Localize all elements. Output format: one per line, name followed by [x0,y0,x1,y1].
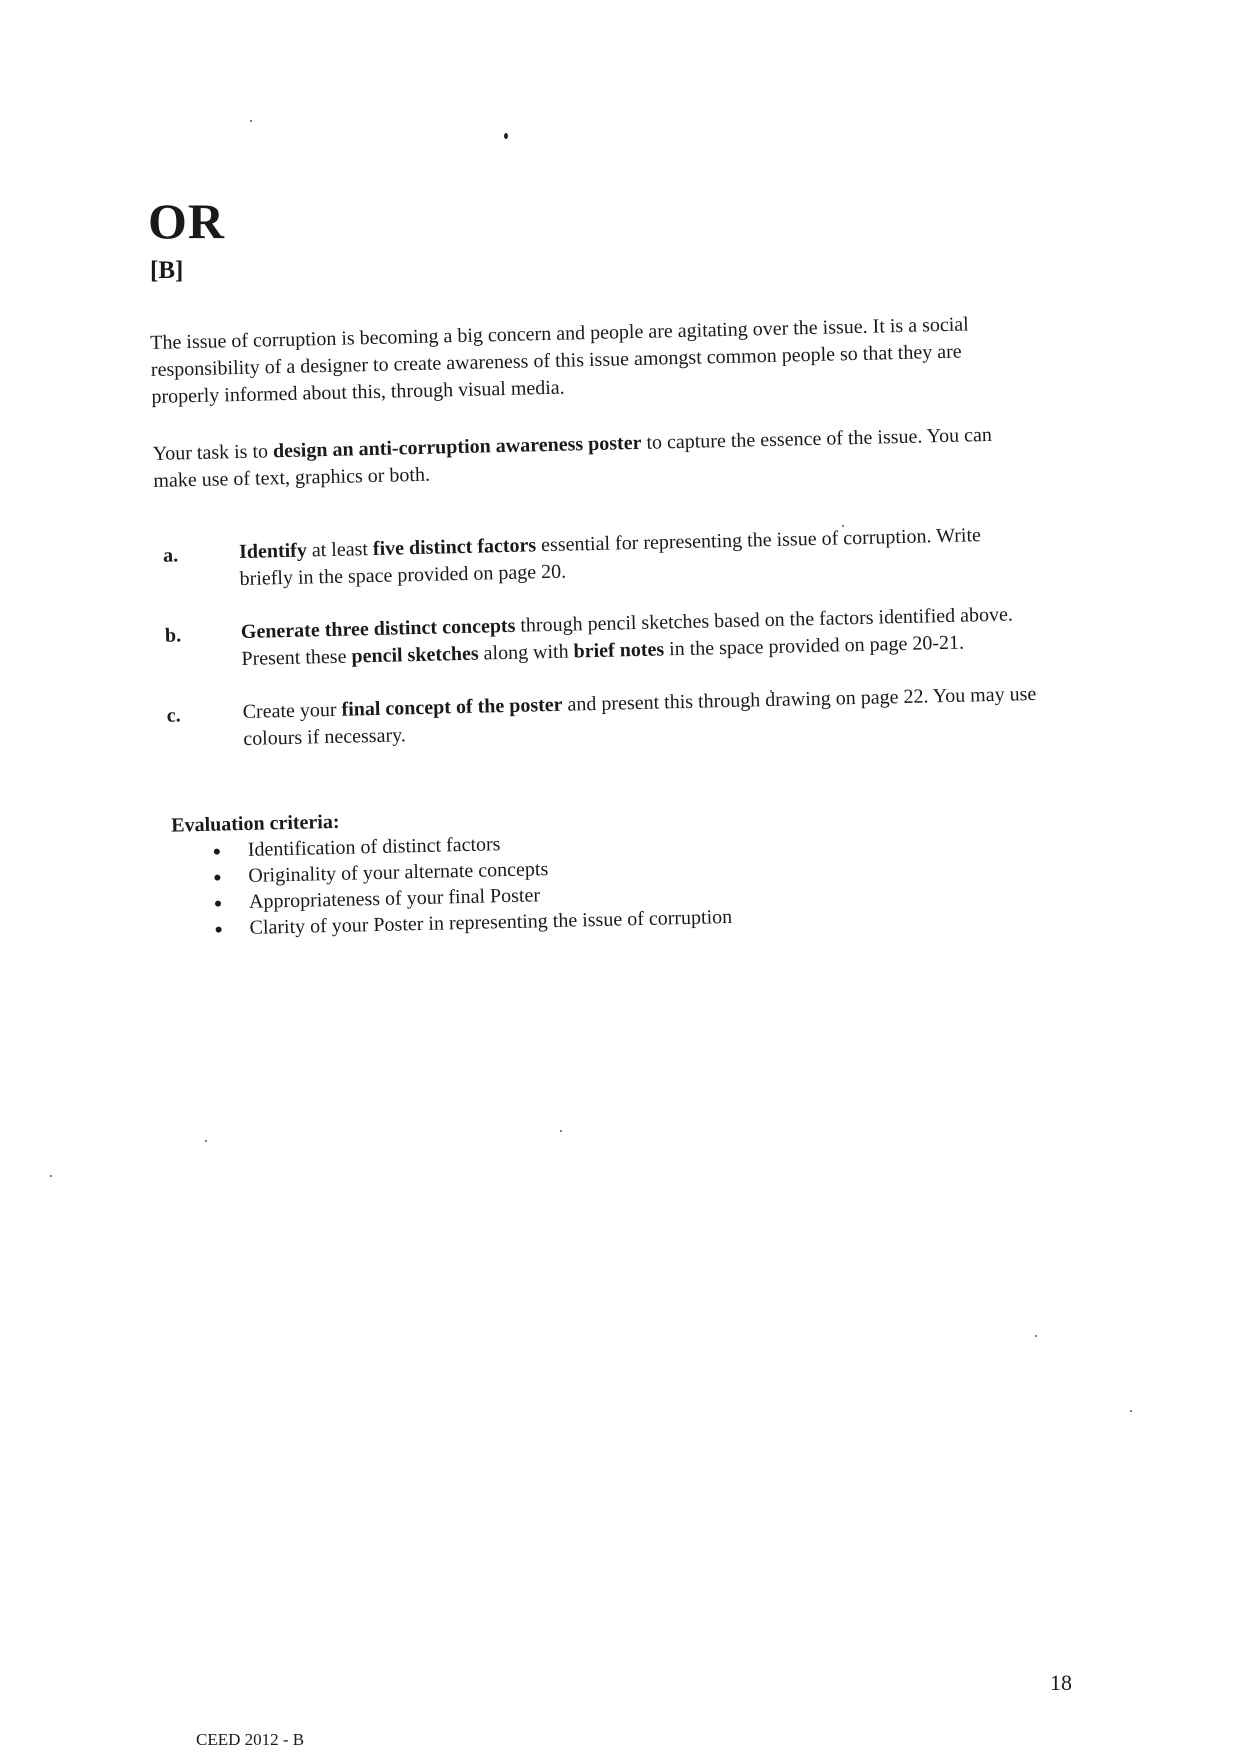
page-number: 18 [1050,1670,1072,1695]
task-letter: b. [164,624,182,647]
list-item: Originality of your alternate concepts [172,845,1042,891]
scan-speck [50,1175,52,1177]
bullet-icon [215,901,221,907]
list-item: Identification of distinct factors [172,819,1042,865]
task-letter: c. [166,704,181,727]
bullet-icon [214,875,220,881]
list-item: Clarity of your Poster in representing the issue of corruption [173,897,1043,943]
task-item-b: b. Generate three distinct concepts through pencil sketches based on the factors identified above. Present these pencil sketches along with brief notes in the space provided on page 20-21. [164,603,1014,671]
scan-speck [560,1130,562,1132]
scan-speck [250,120,252,122]
bullet-icon [216,927,222,933]
task-letter: a. [162,544,179,567]
evaluation-list [172,819,1044,943]
scan-speck [1130,1410,1132,1412]
task-item-a: a. Identify at least five distinct factors essential for representing the issue of corruption. Write briefly in the space provided on page 20. [162,524,982,591]
task-list [155,521,1040,755]
or-heading: OR [148,193,225,249]
bullet-icon [214,849,220,855]
scan-speck [205,1140,207,1142]
evaluation-title: Evaluation criteria: [171,810,340,837]
task-item-c: c. Create your final concept of the poster and present this through drawing on page 22. You may use colours if necessary. [166,682,1037,750]
exam-code: CEED 2012 - B [196,1730,305,1749]
scan-speck [1035,1335,1037,1337]
question-body [150,310,1044,943]
intro-paragraph: The issue of corruption is becoming a big concern and people are agitating over the issue. It is a social responsibility of a designer to create awareness of this issue amongst common people so that they are properly informed about this, through visual media. [150,313,969,408]
scan-mark [504,133,508,139]
evaluation-criteria [171,793,1044,943]
task-paragraph: Your task is to design an anti-corruption awareness poster to capture the essence of the issue. You can make use of text, graphics or both. [152,423,993,492]
list-item: Appropriateness of your final Poster [173,871,1043,917]
section-label: [B] [150,257,184,284]
